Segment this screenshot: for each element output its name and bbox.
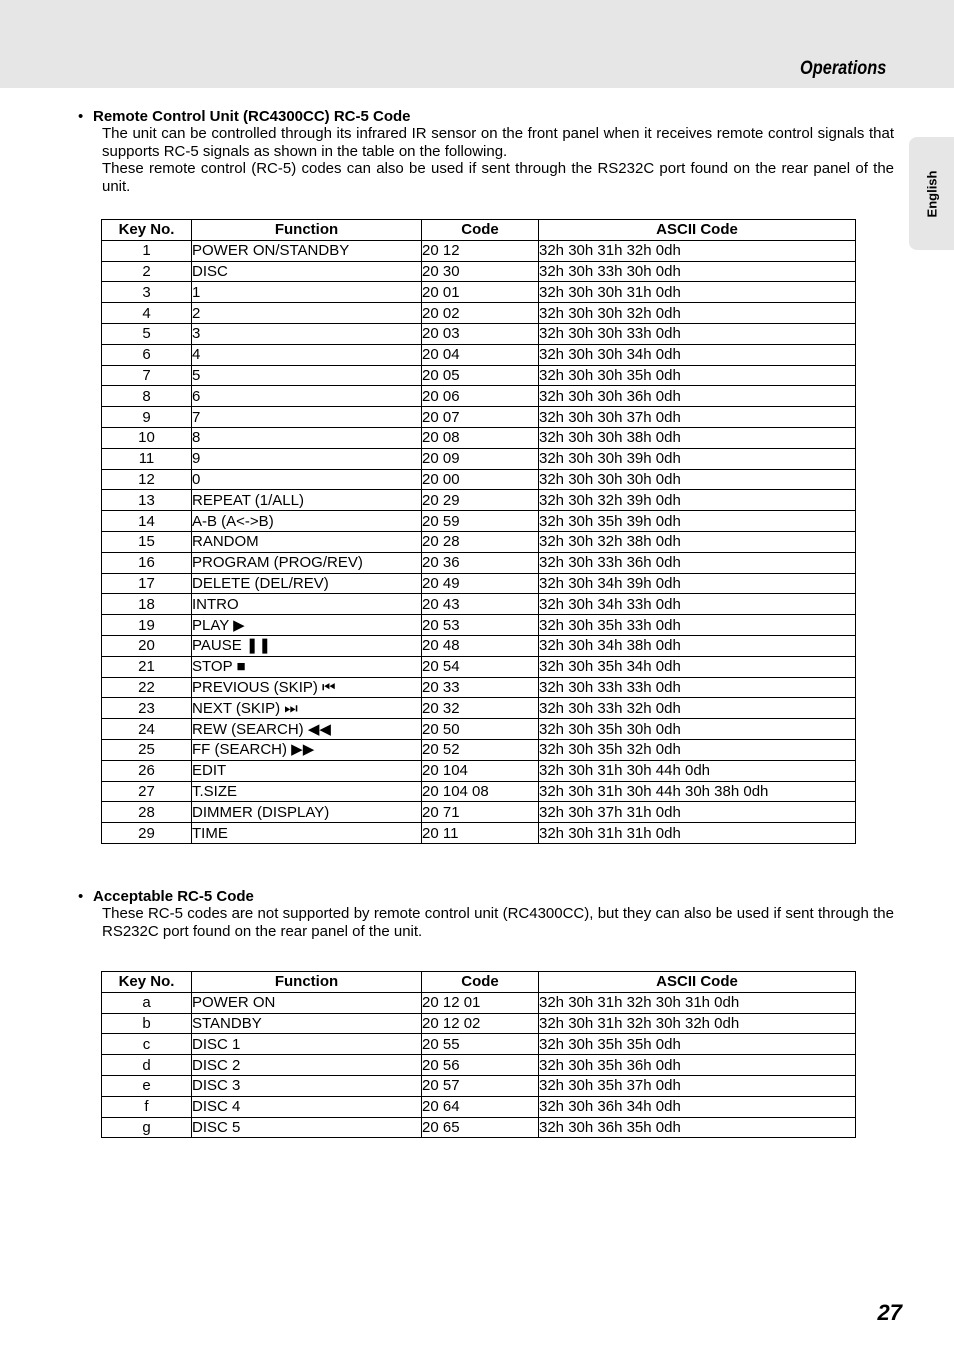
cell-function: PREVIOUS (SKIP) ⏮ bbox=[192, 677, 422, 698]
cell-code: 20 08 bbox=[422, 427, 539, 448]
table-row bbox=[102, 573, 856, 594]
cell-code: 20 00 bbox=[422, 469, 539, 490]
header-code: Code bbox=[422, 220, 539, 241]
table-row bbox=[102, 531, 856, 552]
cell-ascii-code: 32h 30h 31h 30h 44h 30h 38h 0dh bbox=[539, 781, 856, 802]
cell-key-no: 11 bbox=[102, 448, 192, 469]
cell-code: 20 55 bbox=[422, 1034, 539, 1055]
cell-key-no: 20 bbox=[102, 635, 192, 656]
cell-key-no: 25 bbox=[102, 739, 192, 760]
cell-ascii-code: 32h 30h 36h 35h 0dh bbox=[539, 1117, 856, 1138]
cell-function: DELETE (DEL/REV) bbox=[192, 573, 422, 594]
cell-key-no: 14 bbox=[102, 511, 192, 532]
cell-ascii-code: 32h 30h 31h 30h 44h 0dh bbox=[539, 760, 856, 781]
cell-function: POWER ON/STANDBY bbox=[192, 240, 422, 261]
cell-function: 0 bbox=[192, 469, 422, 490]
cell-ascii-code: 32h 30h 32h 38h 0dh bbox=[539, 531, 856, 552]
section-acceptable-rc5 bbox=[78, 888, 894, 940]
table-row bbox=[102, 386, 856, 407]
cell-key-no: e bbox=[102, 1075, 192, 1096]
cell-function: EDIT bbox=[192, 760, 422, 781]
cell-ascii-code: 32h 30h 30h 36h 0dh bbox=[539, 386, 856, 407]
cell-key-no: 7 bbox=[102, 365, 192, 386]
cell-ascii-code: 32h 30h 35h 39h 0dh bbox=[539, 511, 856, 532]
table-row bbox=[102, 802, 856, 823]
cell-function: NEXT (SKIP) ⏭ bbox=[192, 698, 422, 719]
cell-ascii-code: 32h 30h 35h 30h 0dh bbox=[539, 719, 856, 740]
bullet-icon: • bbox=[78, 108, 84, 125]
table-row bbox=[102, 823, 856, 844]
cell-function: A-B (A<->B) bbox=[192, 511, 422, 532]
paragraph: These RC-5 codes are not supported by remote control unit (RC4300CC), but they can also be used if sent through the RS232C port found on the rear panel of the unit. bbox=[102, 905, 894, 940]
cell-key-no: 17 bbox=[102, 573, 192, 594]
table-row bbox=[102, 635, 856, 656]
cell-code: 20 11 bbox=[422, 823, 539, 844]
section-title: Operations bbox=[799, 58, 886, 79]
cell-function: 3 bbox=[192, 323, 422, 344]
acceptable-rc5-code-table bbox=[101, 971, 856, 1138]
cell-code: 20 49 bbox=[422, 573, 539, 594]
cell-code: 20 01 bbox=[422, 282, 539, 303]
table-row bbox=[102, 1055, 856, 1076]
cell-code: 20 59 bbox=[422, 511, 539, 532]
header-key-no: Key No. bbox=[102, 972, 192, 993]
cell-code: 20 05 bbox=[422, 365, 539, 386]
cell-ascii-code: 32h 30h 35h 33h 0dh bbox=[539, 615, 856, 636]
table-row bbox=[102, 469, 856, 490]
cell-code: 20 33 bbox=[422, 677, 539, 698]
cell-code: 20 57 bbox=[422, 1075, 539, 1096]
table-row bbox=[102, 992, 856, 1013]
cell-key-no: 26 bbox=[102, 760, 192, 781]
table-row bbox=[102, 448, 856, 469]
cell-function: DISC 1 bbox=[192, 1034, 422, 1055]
section-heading: Remote Control Unit (RC4300CC) RC-5 Code bbox=[93, 108, 411, 125]
cell-function: 1 bbox=[192, 282, 422, 303]
table-row bbox=[102, 760, 856, 781]
cell-code: 20 30 bbox=[422, 261, 539, 282]
cell-function: PROGRAM (PROG/REV) bbox=[192, 552, 422, 573]
table-row bbox=[102, 1013, 856, 1034]
cell-code: 20 48 bbox=[422, 635, 539, 656]
cell-code: 20 03 bbox=[422, 323, 539, 344]
cell-code: 20 52 bbox=[422, 739, 539, 760]
cell-function: TIME bbox=[192, 823, 422, 844]
cell-function: FF (SEARCH) ▶▶ bbox=[192, 739, 422, 760]
cell-ascii-code: 32h 30h 30h 33h 0dh bbox=[539, 323, 856, 344]
cell-function: STOP ■ bbox=[192, 656, 422, 677]
header-function: Function bbox=[192, 972, 422, 993]
table-row bbox=[102, 407, 856, 428]
cell-key-no: 12 bbox=[102, 469, 192, 490]
cell-code: 20 12 bbox=[422, 240, 539, 261]
rc5-code-table bbox=[101, 219, 856, 844]
cell-code: 20 32 bbox=[422, 698, 539, 719]
cell-code: 20 54 bbox=[422, 656, 539, 677]
cell-key-no: g bbox=[102, 1117, 192, 1138]
cell-ascii-code: 32h 30h 33h 32h 0dh bbox=[539, 698, 856, 719]
table-row bbox=[102, 552, 856, 573]
cell-code: 20 50 bbox=[422, 719, 539, 740]
cell-ascii-code: 32h 30h 35h 36h 0dh bbox=[539, 1055, 856, 1076]
cell-code: 20 36 bbox=[422, 552, 539, 573]
cell-key-no: 21 bbox=[102, 656, 192, 677]
cell-code: 20 04 bbox=[422, 344, 539, 365]
cell-function: 4 bbox=[192, 344, 422, 365]
cell-ascii-code: 32h 30h 31h 32h 30h 32h 0dh bbox=[539, 1013, 856, 1034]
cell-code: 20 09 bbox=[422, 448, 539, 469]
table-row bbox=[102, 719, 856, 740]
table-row bbox=[102, 1117, 856, 1138]
table-row bbox=[102, 303, 856, 324]
cell-function: REW (SEARCH) ◀◀ bbox=[192, 719, 422, 740]
cell-key-no: 22 bbox=[102, 677, 192, 698]
table-row bbox=[102, 781, 856, 802]
cell-function: RANDOM bbox=[192, 531, 422, 552]
cell-function: 9 bbox=[192, 448, 422, 469]
cell-key-no: 23 bbox=[102, 698, 192, 719]
cell-ascii-code: 32h 30h 30h 31h 0dh bbox=[539, 282, 856, 303]
cell-key-no: 9 bbox=[102, 407, 192, 428]
cell-key-no: 16 bbox=[102, 552, 192, 573]
header-ascii-code: ASCII Code bbox=[539, 220, 856, 241]
table-row bbox=[102, 427, 856, 448]
header-key-no: Key No. bbox=[102, 220, 192, 241]
table-row bbox=[102, 344, 856, 365]
cell-key-no: 19 bbox=[102, 615, 192, 636]
table-row bbox=[102, 1096, 856, 1117]
cell-function: DISC 3 bbox=[192, 1075, 422, 1096]
table-row bbox=[102, 323, 856, 344]
section-remote-control bbox=[78, 108, 894, 195]
table-row bbox=[102, 594, 856, 615]
table-row bbox=[102, 1034, 856, 1055]
cell-key-no: 1 bbox=[102, 240, 192, 261]
paragraph: The unit can be controlled through its infrared IR sensor on the front panel when it receives remote control signals that supports RC-5 signals as shown in the table on the following. bbox=[102, 125, 894, 160]
cell-code: 20 64 bbox=[422, 1096, 539, 1117]
cell-ascii-code: 32h 30h 33h 33h 0dh bbox=[539, 677, 856, 698]
cell-key-no: 18 bbox=[102, 594, 192, 615]
cell-function: DISC bbox=[192, 261, 422, 282]
table-row bbox=[102, 490, 856, 511]
cell-code: 20 53 bbox=[422, 615, 539, 636]
cell-code: 20 43 bbox=[422, 594, 539, 615]
cell-function: 6 bbox=[192, 386, 422, 407]
cell-ascii-code: 32h 30h 30h 32h 0dh bbox=[539, 303, 856, 324]
table-row bbox=[102, 615, 856, 636]
cell-code: 20 104 08 bbox=[422, 781, 539, 802]
table-row bbox=[102, 1075, 856, 1096]
cell-ascii-code: 32h 30h 35h 34h 0dh bbox=[539, 656, 856, 677]
cell-key-no: 5 bbox=[102, 323, 192, 344]
cell-key-no: c bbox=[102, 1034, 192, 1055]
cell-ascii-code: 32h 30h 35h 37h 0dh bbox=[539, 1075, 856, 1096]
cell-ascii-code: 32h 30h 35h 35h 0dh bbox=[539, 1034, 856, 1055]
cell-ascii-code: 32h 30h 30h 34h 0dh bbox=[539, 344, 856, 365]
cell-function: DISC 4 bbox=[192, 1096, 422, 1117]
cell-key-no: 3 bbox=[102, 282, 192, 303]
section-heading: Acceptable RC-5 Code bbox=[93, 888, 254, 905]
cell-ascii-code: 32h 30h 30h 37h 0dh bbox=[539, 407, 856, 428]
table-row bbox=[102, 240, 856, 261]
cell-key-no: 8 bbox=[102, 386, 192, 407]
cell-ascii-code: 32h 30h 30h 30h 0dh bbox=[539, 469, 856, 490]
cell-code: 20 104 bbox=[422, 760, 539, 781]
cell-code: 20 12 02 bbox=[422, 1013, 539, 1034]
language-tab bbox=[909, 137, 954, 250]
cell-ascii-code: 32h 30h 33h 36h 0dh bbox=[539, 552, 856, 573]
cell-key-no: 27 bbox=[102, 781, 192, 802]
cell-key-no: 6 bbox=[102, 344, 192, 365]
cell-function: PAUSE ❚❚ bbox=[192, 635, 422, 656]
cell-ascii-code: 32h 30h 30h 35h 0dh bbox=[539, 365, 856, 386]
cell-code: 20 28 bbox=[422, 531, 539, 552]
cell-function: POWER ON bbox=[192, 992, 422, 1013]
cell-function: INTRO bbox=[192, 594, 422, 615]
cell-ascii-code: 32h 30h 31h 32h 30h 31h 0dh bbox=[539, 992, 856, 1013]
cell-key-no: 4 bbox=[102, 303, 192, 324]
cell-ascii-code: 32h 30h 34h 33h 0dh bbox=[539, 594, 856, 615]
page-number: 27 bbox=[877, 1300, 902, 1325]
table-header-row bbox=[102, 972, 856, 993]
cell-code: 20 56 bbox=[422, 1055, 539, 1076]
cell-function: STANDBY bbox=[192, 1013, 422, 1034]
cell-ascii-code: 32h 30h 33h 30h 0dh bbox=[539, 261, 856, 282]
cell-function: DISC 5 bbox=[192, 1117, 422, 1138]
cell-code: 20 12 01 bbox=[422, 992, 539, 1013]
cell-function: DIMMER (DISPLAY) bbox=[192, 802, 422, 823]
paragraph: These remote control (RC-5) codes can also be used if sent through the RS232C port found on the rear panel of the unit. bbox=[102, 160, 894, 195]
cell-key-no: 10 bbox=[102, 427, 192, 448]
cell-function: 8 bbox=[192, 427, 422, 448]
header-code: Code bbox=[422, 972, 539, 993]
cell-key-no: 24 bbox=[102, 719, 192, 740]
bullet-icon: • bbox=[78, 888, 84, 905]
table-row bbox=[102, 365, 856, 386]
cell-key-no: a bbox=[102, 992, 192, 1013]
cell-ascii-code: 32h 30h 30h 38h 0dh bbox=[539, 427, 856, 448]
cell-function: PLAY ▶ bbox=[192, 615, 422, 636]
cell-ascii-code: 32h 30h 35h 32h 0dh bbox=[539, 739, 856, 760]
cell-key-no: f bbox=[102, 1096, 192, 1117]
cell-function: T.SIZE bbox=[192, 781, 422, 802]
cell-key-no: 13 bbox=[102, 490, 192, 511]
table-row bbox=[102, 261, 856, 282]
cell-code: 20 71 bbox=[422, 802, 539, 823]
cell-ascii-code: 32h 30h 31h 31h 0dh bbox=[539, 823, 856, 844]
cell-code: 20 02 bbox=[422, 303, 539, 324]
table-row bbox=[102, 282, 856, 303]
cell-key-no: b bbox=[102, 1013, 192, 1034]
cell-ascii-code: 32h 30h 34h 39h 0dh bbox=[539, 573, 856, 594]
cell-function: 2 bbox=[192, 303, 422, 324]
header-function: Function bbox=[192, 220, 422, 241]
cell-function: REPEAT (1/ALL) bbox=[192, 490, 422, 511]
cell-ascii-code: 32h 30h 32h 39h 0dh bbox=[539, 490, 856, 511]
table-row bbox=[102, 677, 856, 698]
table-row bbox=[102, 698, 856, 719]
cell-function: 5 bbox=[192, 365, 422, 386]
cell-code: 20 07 bbox=[422, 407, 539, 428]
cell-ascii-code: 32h 30h 31h 32h 0dh bbox=[539, 240, 856, 261]
table-header-row bbox=[102, 220, 856, 241]
cell-key-no: d bbox=[102, 1055, 192, 1076]
cell-ascii-code: 32h 30h 34h 38h 0dh bbox=[539, 635, 856, 656]
cell-code: 20 06 bbox=[422, 386, 539, 407]
cell-function: 7 bbox=[192, 407, 422, 428]
cell-key-no: 29 bbox=[102, 823, 192, 844]
cell-ascii-code: 32h 30h 30h 39h 0dh bbox=[539, 448, 856, 469]
cell-key-no: 28 bbox=[102, 802, 192, 823]
cell-ascii-code: 32h 30h 36h 34h 0dh bbox=[539, 1096, 856, 1117]
cell-key-no: 2 bbox=[102, 261, 192, 282]
cell-key-no: 15 bbox=[102, 531, 192, 552]
header-ascii-code: ASCII Code bbox=[539, 972, 856, 993]
table-row bbox=[102, 511, 856, 532]
cell-function: DISC 2 bbox=[192, 1055, 422, 1076]
cell-code: 20 65 bbox=[422, 1117, 539, 1138]
language-tab-label: English bbox=[924, 170, 939, 217]
table-row bbox=[102, 739, 856, 760]
table-row bbox=[102, 656, 856, 677]
cell-code: 20 29 bbox=[422, 490, 539, 511]
cell-ascii-code: 32h 30h 37h 31h 0dh bbox=[539, 802, 856, 823]
